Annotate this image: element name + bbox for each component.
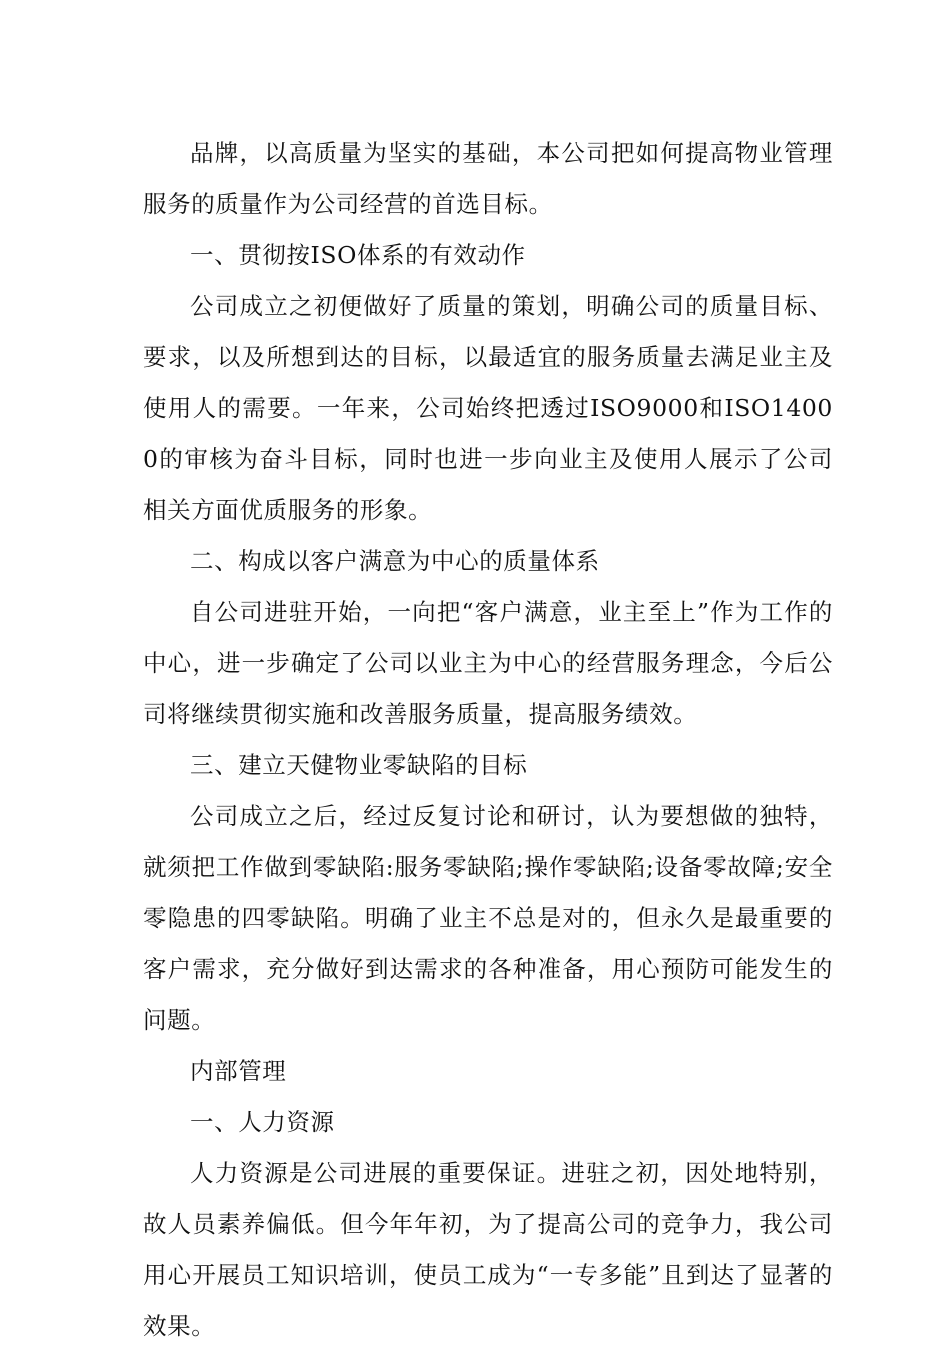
paragraph-zero-defect: 公司成立之后，经过反复讨论和研讨，认为要想做的独特，就须把工作做到零缺陷:服务零缺陷;操作零缺陷;设备零故障;安全零隐患的四零缺陷。明确了业主不总是对的，但永久是最重要的客户需求，充分做好到达需求的各种准备，用心预防可能发生的问题。 [143,802,833,1034]
paragraph-customer-first: 自公司进驻开始，一向把“客户满意，业主至上”作为工作的中心，进一步确定了公司以业主为中心的经营服务理念，今后公司将继续贯彻实施和改善服务质量，提高服务绩效。 [143,598,833,728]
heading-iso-system: 一、贯彻按ISO体系的有效动作 [190,241,526,269]
heading-customer-satisfaction: 二、构成以客户满意为中心的质量体系 [190,547,600,575]
paragraph-human-resources: 人力资源是公司进展的重要保证。进驻之初，因处地特别，故人员素养偏低。但今年年初，为了提高公司的竞争力，我公司用心开展员工知识培训，使员工成为“一专多能”且到达了显著的效果。 [143,1159,833,1340]
paragraph-intro: 品牌，以高质量为坚实的基础，本公司把如何提高物业管理服务的质量作为公司经营的首选目标。 [143,139,833,218]
heading-human-resources: 一、人力资源 [190,1108,335,1136]
document-body [143,128,833,1352]
paragraph-quality-planning: 公司成立之初便做好了质量的策划，明确公司的质量目标、要求，以及所想到达的目标，以最适宜的服务质量去满足业主及使用人的需要。一年来，公司始终把透过ISO9000和ISO14000的审核为奋斗目标，同时也进一步向业主及使用人展示了公司相关方面优质服务的形象。 [143,292,833,524]
heading-internal-management: 内部管理 [190,1057,287,1085]
heading-zero-defect: 三、建立天健物业零缺陷的目标 [190,751,528,779]
